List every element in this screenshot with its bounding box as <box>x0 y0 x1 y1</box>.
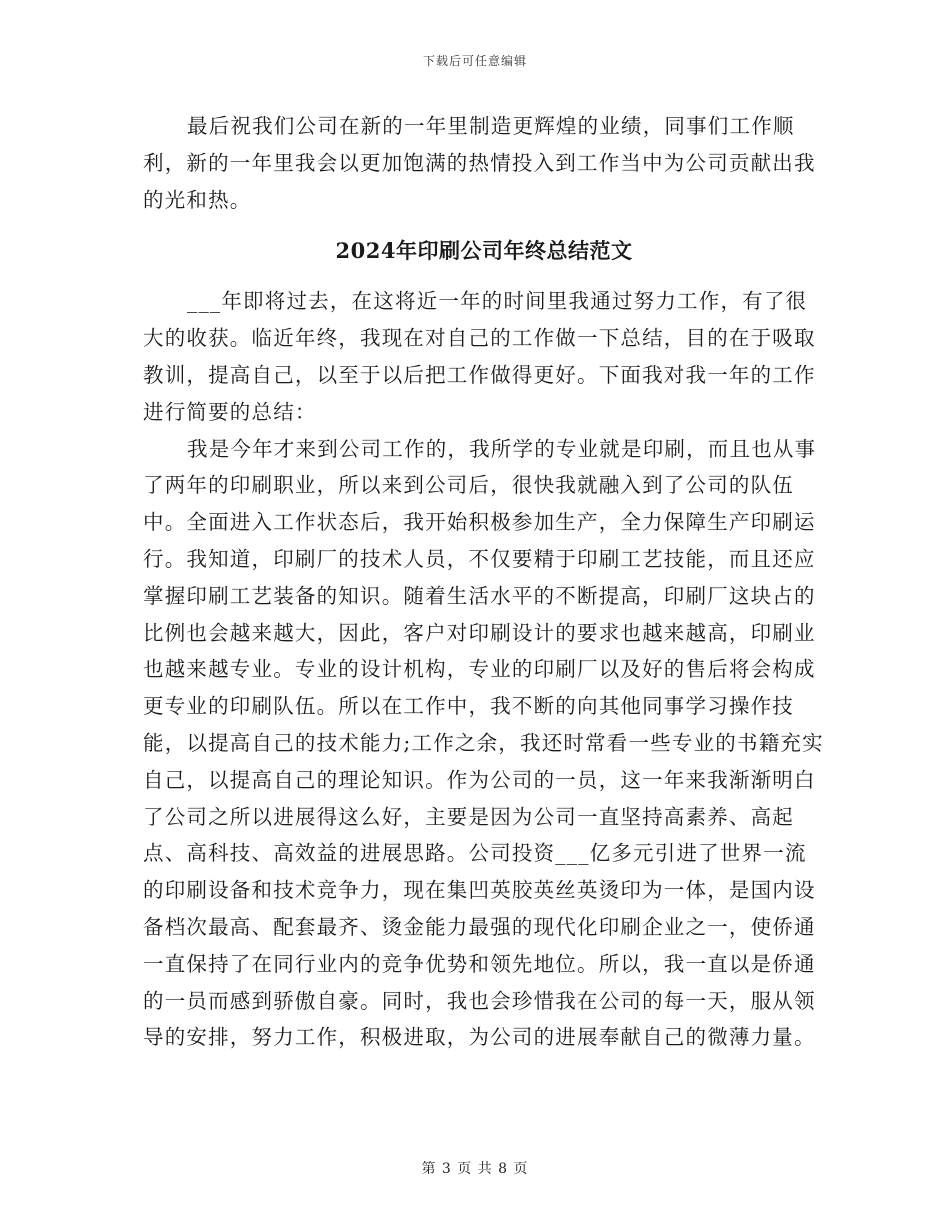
body-paragraph-1: ___年即将过去，在这将近一年的时间里我通过努力工作，有了很大的收获。临近年终，我现在对自己的工作做一下总结，目的在于吸取教训，提高自己，以至于以后把工作做得更好。下面我对我一年的工作进行简要的总结： <box>143 289 816 424</box>
page-header: 下载后可任意编辑 <box>422 54 527 68</box>
intro-paragraph: 最后祝我们公司在新的一年里制造更辉煌的业绩，同事们工作顺利，新的一年里我会以更加饱满的热情投入到工作当中为公司贡献出我的光和热。 <box>143 114 816 212</box>
document-body <box>143 108 825 1056</box>
page-footer: 第 3 页 共 8 页 <box>421 1161 529 1177</box>
document-title: 2024年印刷公司年终总结范文 <box>335 238 633 264</box>
body-paragraph-2: 我是今年才来到公司工作的，我所学的专业就是印刷，而且也从事了两年的印刷职业，所以来到公司后，很快我就融入到了公司的队伍中。全面进入工作状态后，我开始积极参加生产，全力保障生产印刷运行。我知道，印刷厂的技术人员，不仅要精于印刷工艺技能，而且还应掌握印刷工艺装备的知识。随着生活水平的不断提高，印刷厂这块占的比例也会越来越大，因此，客户对印刷设计的要求也越来越高，印刷业也越来越专业。专业的设计机构，专业的印刷厂以及好的售后将会构成更专业的印刷队伍。所以在工作中，我不断的向其他同事学习操作技能，以提高自己的技术能力;工作之余，我还时常看一些专业的书籍充实自己，以提高自己的理论知识。作为公司的一员，这一年来我渐渐明白了公司之所以进展得这么好，主要是因为公司一直坚持高素养、高起点、高科技、高效益的进展思路。公司投资___亿多元引进了世界一流的印刷设备和技术竞争力，现在集凹英胶英丝英烫印为一体，是国内设备档次最高、配套最齐、烫金能力最强的现代化印刷企业之一，使侨通一直保持了在同行业内的竞争优势和领先地位。所以，我一直以是侨通的一员而感到骄傲自豪。同时，我也会珍惜我在公司的每一天，服从领导的安排，努力工作，积极进取，为公司的进展奉献自己的微薄力量。 <box>143 436 824 1050</box>
